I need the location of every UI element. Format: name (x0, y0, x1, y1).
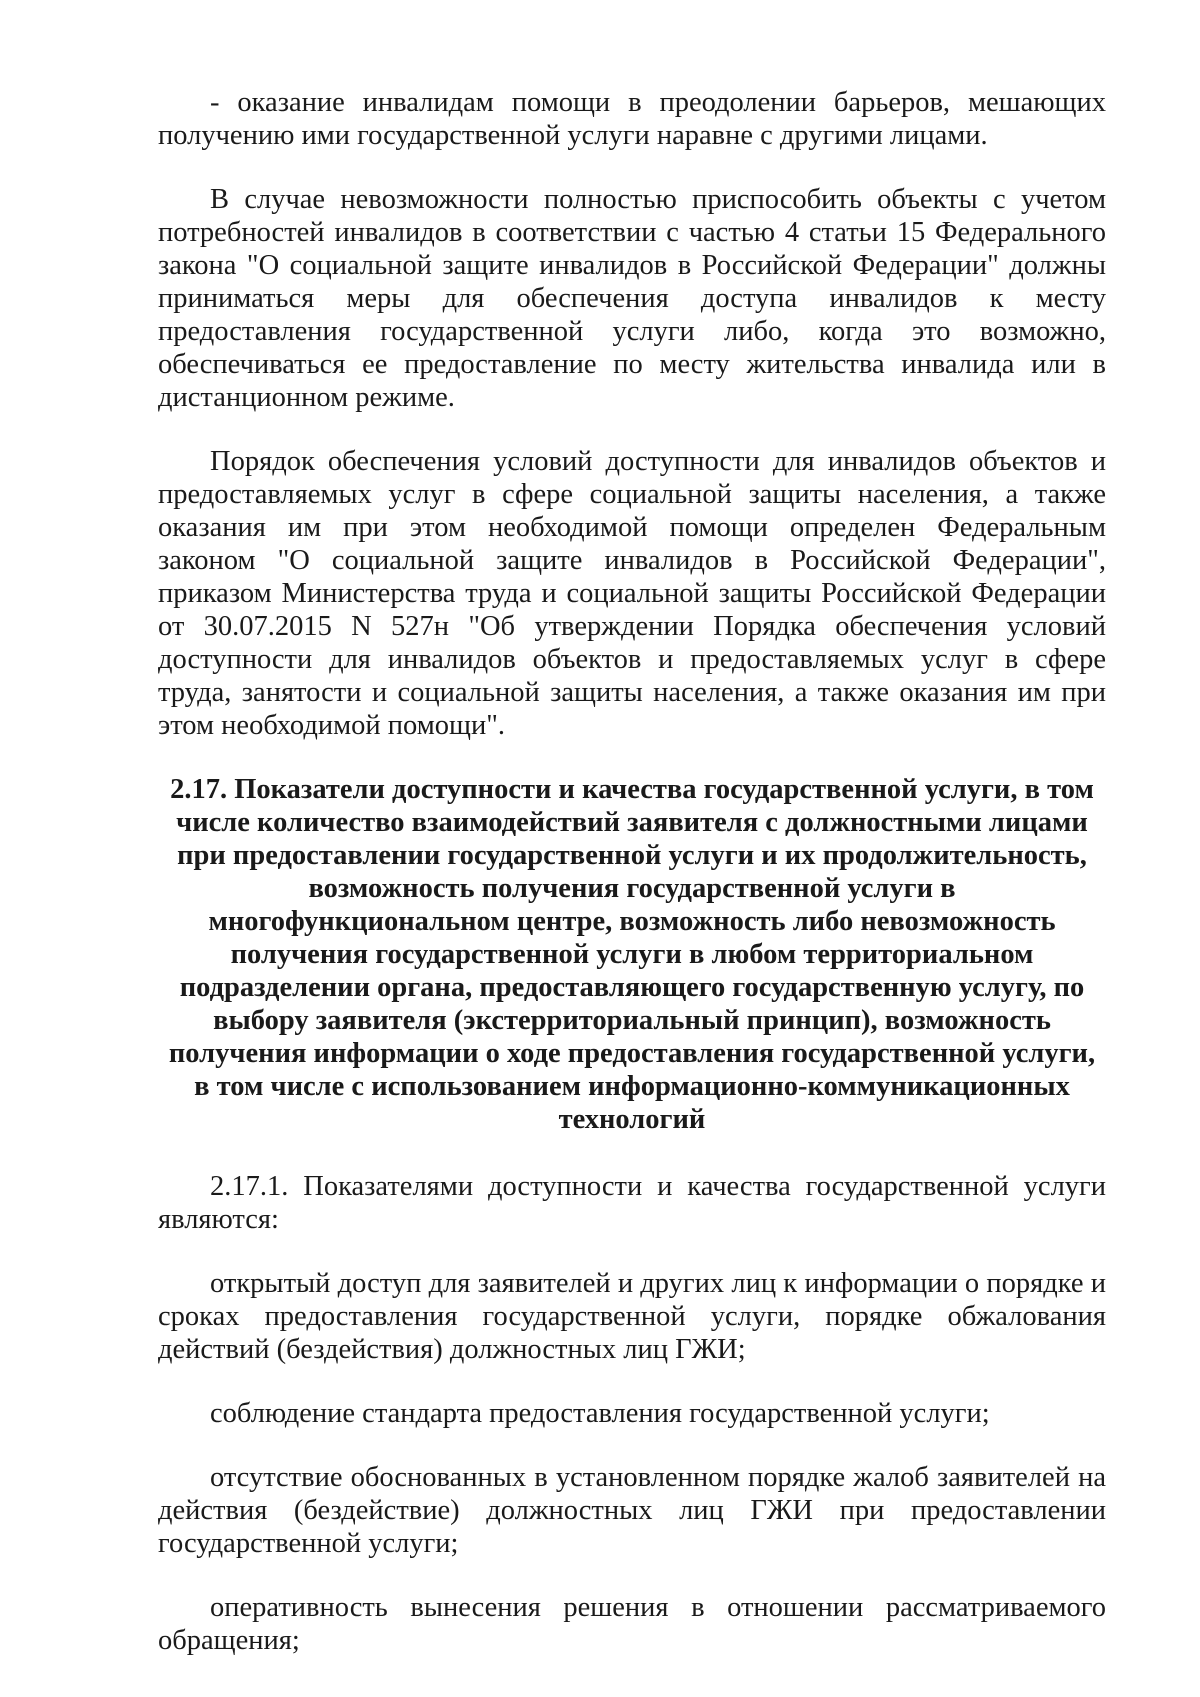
document-page (158, 86, 1106, 1688)
paragraph-standard-compliance: соблюдение стандарта предоставления государственной услуги; (210, 1398, 990, 1429)
section-heading-2-17: 2.17. Показатели доступности и качества государственной услуги, в том числе количество взаимодействий заявителя с должностными лицами при предоставлении государственной услуги и их продолжительность, возможность получения государственной услуги в многофункциональном центре, возможность либо невозможность получения государственной услуги в любом территориальном подразделении органа, предоставляющего государственную услугу, по выбору заявителя (экстерриториальный принцип), возможность получения информации о ходе предоставления государственной услуги, в том числе с использованием информационно-коммуникационных технологий (168, 774, 1096, 1135)
paragraph-2-17-1: 2.17.1. Показателями доступности и качества государственной услуги являются: (158, 1171, 1106, 1235)
paragraph-open-access: открытый доступ для заявителей и других лиц к информации о порядке и сроках предоставления государственной услуги, порядке обжалования действий (бездействия) должностных лиц ГЖИ; (158, 1268, 1106, 1365)
paragraph-assistance: - оказание инвалидам помощи в преодолении барьеров, мешающих получению ими государственной услуги наравне с другими лицами. (158, 87, 1106, 151)
paragraph-no-complaints: отсутствие обоснованных в установленном порядке жалоб заявителей на действия (бездействие) должностных лиц ГЖИ при предоставлении государственной услуги; (158, 1462, 1106, 1559)
paragraph-promptness: оперативность вынесения решения в отношении рассматриваемого обращения; (158, 1592, 1106, 1656)
paragraph-procedure: Порядок обеспечения условий доступности для инвалидов объектов и предоставляемых услуг в сфере социальной защиты населения, а также оказания им при этом необходимой помощи определен Федеральным законом "О социальной защите инвалидов в Российской Федерации", приказом Министерства труда и социальной защиты Российской Федерации от 30.07.2015 N 527н "Об утверждении Порядка обеспечения условий доступности для инвалидов объектов и предоставляемых услуг в сфере труда, занятости и социальной защиты населения, а также оказания им при этом необходимой помощи". (158, 446, 1106, 741)
paragraph-impossibility: В случае невозможности полностью приспособить объекты с учетом потребностей инвалидов в соответствии с частью 4 статьи 15 Федерального закона "О социальной защите инвалидов в Российской Федерации" должны приниматься меры для обеспечения доступа инвалидов к месту предоставления государственной услуги либо, когда это возможно, обеспечиваться ее предоставление по месту жительства инвалида или в дистанционном режиме. (158, 184, 1106, 413)
